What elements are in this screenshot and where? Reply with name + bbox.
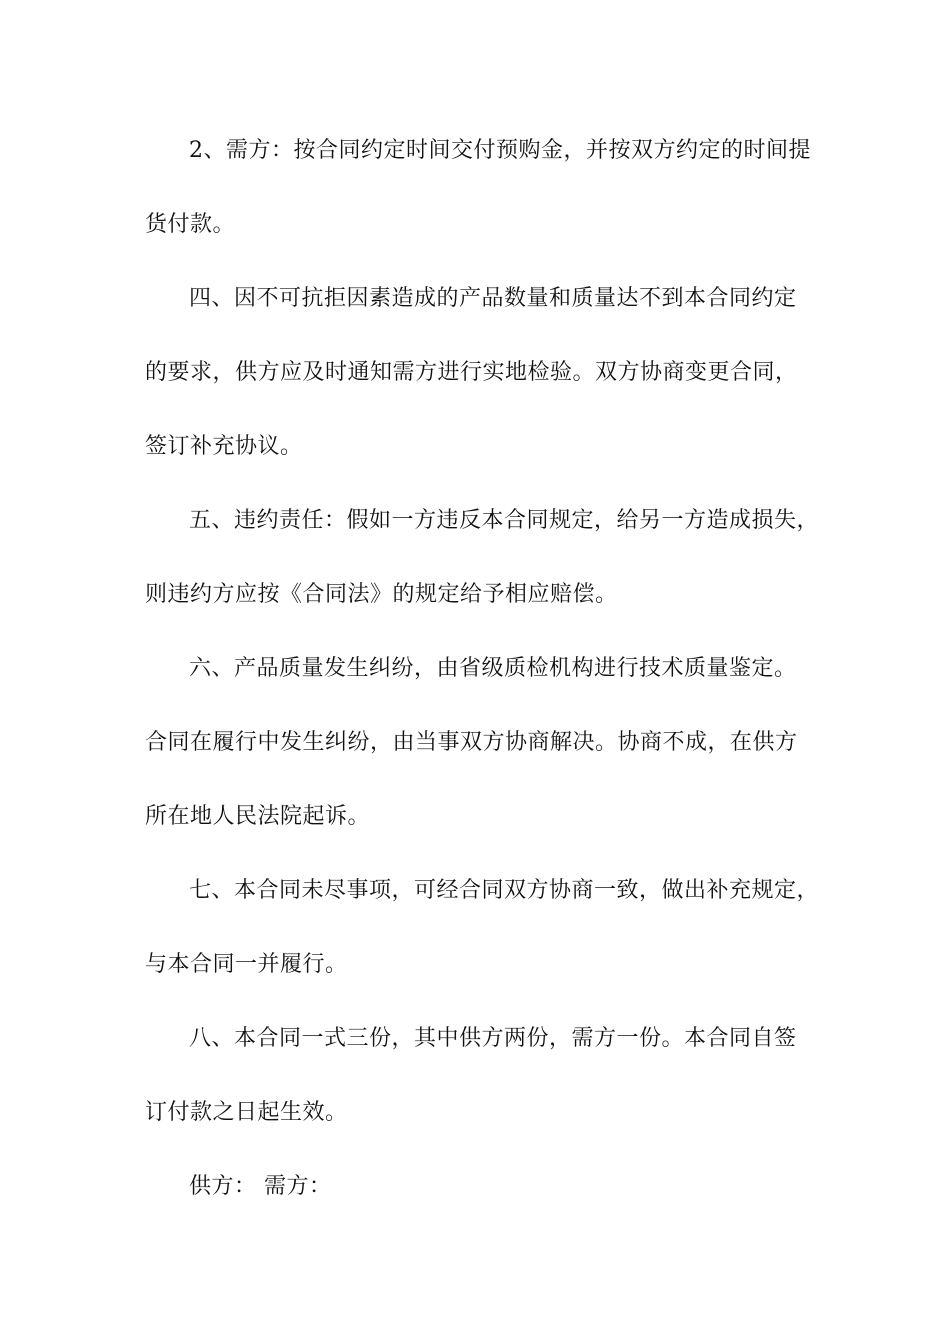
clause-line: 货付款。 [145,212,236,237]
clause-line: 订付款之日起生效。 [145,1100,348,1125]
contract-text [145,126,820,1236]
clause-line: 的要求，供方应及时通知需方进行实地检验。双方协商变更合同， [145,360,798,385]
clause-line: 则违约方应按《合同法》的规定给予相应赔偿。 [145,582,618,607]
clause-line: 五、违约责任：假如一方违反本合同规定，给另一方造成损失， [189,508,820,533]
clause-line: 签订补充协议。 [145,434,303,459]
clause-line: 2、需方：按合同约定时间交付预购金，并按双方约定的时间提 [189,138,811,163]
clause-line: 与本合同一并履行。 [145,952,348,977]
clause-line: 八、本合同一式三份，其中供方两份，需方一份。本合同自签 [189,1026,797,1051]
clause-line: 合同在履行中发生纠纷，由当事双方协商解决。协商不成，在供方 [145,730,798,755]
signature-line: 供方： 需方： [189,1174,332,1199]
clause-line: 所在地人民法院起诉。 [145,804,371,829]
clause-line: 七、本合同未尽事项，可经合同双方协商一致，做出补充规定， [189,878,820,903]
clause-line: 四、因不可抗拒因素造成的产品数量和质量达不到本合同约定 [189,286,797,311]
clause-line: 六、产品质量发生纠纷，由省级质检机构进行技术质量鉴定。 [189,656,797,681]
